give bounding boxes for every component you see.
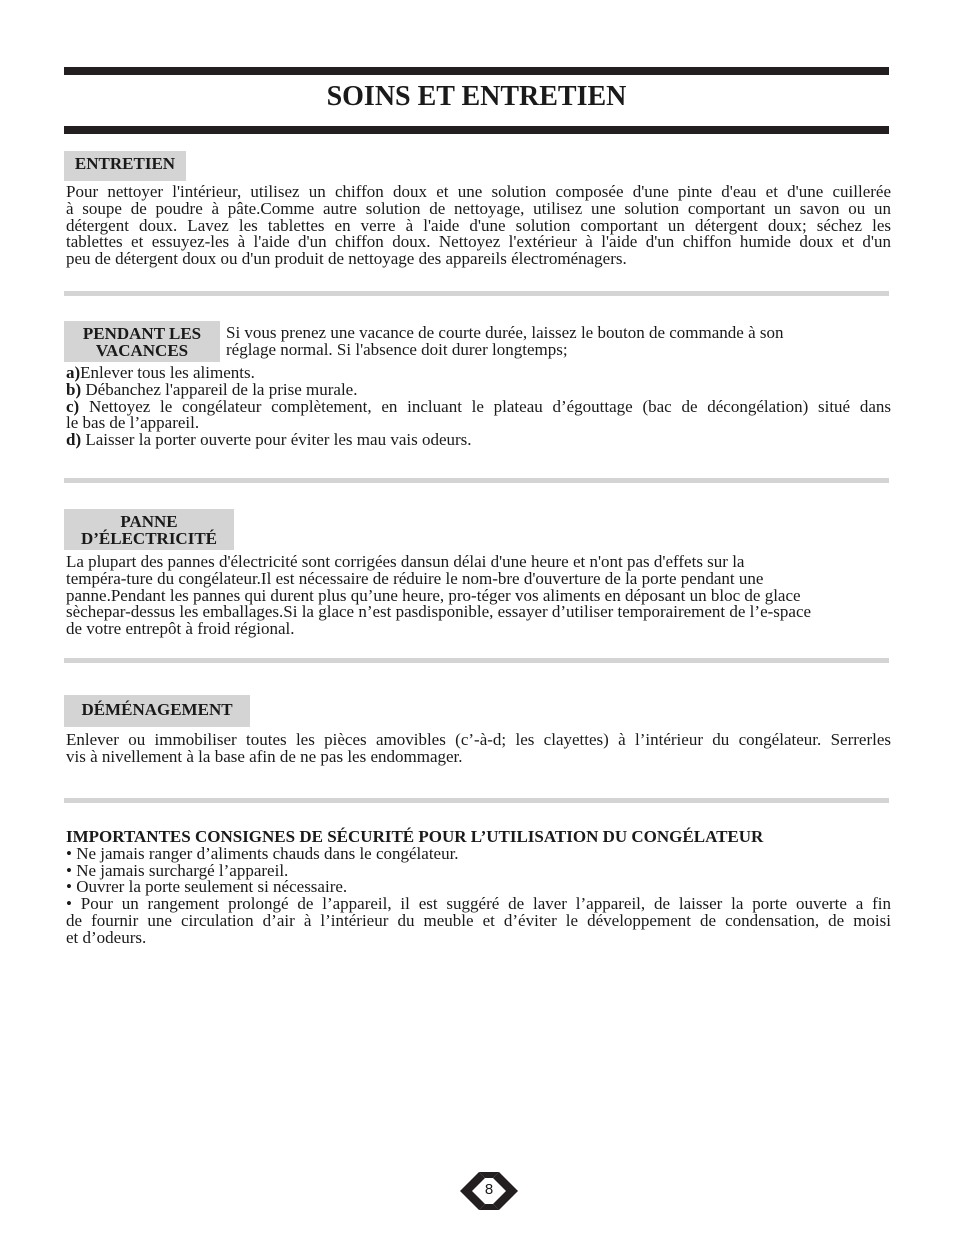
list-item: b) Débanchez l'appareil de la prise murale. [66, 379, 358, 399]
section-divider [64, 658, 889, 663]
section-divider [64, 478, 889, 483]
consignes-heading: IMPORTANTES CONSIGNES DE SÉCURITÉ POUR L’UTILISATION DU CONGÉLATEUR [66, 827, 764, 846]
consignes-section [66, 829, 891, 947]
consignes-line: • Ne jamais surchargé l’appareil. [66, 860, 289, 880]
panne-line: de votre entrepôt à froid régional. [66, 619, 295, 639]
entretien-line: à soupe de poudre à pâte.Comme autre solution de nettoyage, utilisez une solution comportant un savon ou un [66, 198, 891, 218]
entretien-line: Pour nettoyer l'intérieur, utilisez un chiffon doux et une solution composée d'une pinte d'eau et d'une cuillerée [66, 182, 891, 201]
demenagement-line: vis à nivellement à la base afin de ne pas les endommager. [66, 746, 463, 766]
vacances-intro-line: réglage normal. Si l'absence doit durer longtemps; [226, 339, 568, 359]
entretien-line: détergent doux. Lavez les tablettes en verre à l'aide d'une solution comportant un détergent doux; séchez les [66, 215, 891, 235]
vacances-intro [226, 325, 846, 359]
list-item: a)Enlever tous les aliments. [66, 363, 255, 382]
list-item: le bas de l’appareil. [66, 413, 200, 433]
consignes-line: et d’odeurs. [66, 927, 147, 947]
entretien-tag: ENTRETIEN [64, 151, 186, 181]
page-number: 8 [484, 1181, 494, 1198]
demenagement-text [66, 732, 891, 766]
list-item: c) Nettoyez le congélateur complètement, en incluant le plateau d’égouttage (bac de décongélation) situé dans [66, 396, 891, 416]
panne-line: panne.Pendant les pannes qui durent plus qu’une heure, pro-téger vos aliments en déposant un bloc de glace [66, 585, 801, 605]
section-divider [64, 291, 889, 296]
vacances-list [66, 365, 891, 449]
panne-line: tempéra-ture du congélateur.Il est nécessaire de réduire le nom-bre d'ouverture de la porte pendant une [66, 568, 764, 588]
panne-tag [64, 509, 234, 550]
entretien-line: tablettes et essuyez-les à l'aide d'un chiffon doux. Nettoyez l'extérieur à l'aide d'un chiffon humide doux et d'un [66, 232, 891, 252]
demenagement-tag: DÉMÉNAGEMENT [64, 695, 250, 727]
vacances-tag-line: PENDANT LES [82, 324, 202, 343]
consignes-line: • Ouvrer la porte seulement si nécessaire. [66, 877, 348, 897]
panne-text [66, 554, 891, 638]
section-divider [64, 798, 889, 803]
vacances-intro-line: Si vous prenez une vacance de courte durée, laissez le bouton de commande à son [226, 323, 784, 342]
page-title: SOINS ET ENTRETIEN [326, 81, 627, 112]
panne-line: sèchepar-dessus les emballages.Si la glace n’est pasdisponible, essayer d’utiliser temporairement de l’e-space [66, 602, 812, 622]
consignes-line: • Ne jamais ranger d’aliments chauds dans le congélateur. [66, 843, 459, 863]
entretien-text [66, 184, 891, 268]
top-rule [64, 67, 889, 75]
consignes-line: de fournir une circulation d’air à l’intérieur du meuble et d’éviter le développement de condensation, de moisi [66, 910, 891, 930]
panne-tag-line: PANNE [120, 512, 178, 531]
consignes-line: • Pour un rangement prolongé de l’appareil, il est suggéré de laver l’appareil, de laisser la porte ouverte a fin [66, 894, 891, 914]
list-item: d) Laisser la porter ouverte pour éviter les mau vais odeurs. [66, 430, 472, 450]
panne-line: La plupart des pannes d'électricité sont corrigées dansun délai d'une heure et n'ont pas d'effets sur la [66, 552, 745, 571]
vacances-tag [64, 321, 220, 362]
entretien-line: peu de détergent doux ou d'un produit de nettoyage des appareils électroménagers. [66, 249, 627, 269]
panne-tag-line: D’ÉLECTRICITÉ [80, 529, 218, 548]
title-bottom-rule [64, 126, 889, 134]
demenagement-line: Enlever ou immobiliser toutes les pièces amovibles (c’-à-d; les clayettes) à l’intérieur du congélateur. Serrerles [66, 730, 891, 749]
vacances-tag-line: VACANCES [95, 341, 189, 360]
